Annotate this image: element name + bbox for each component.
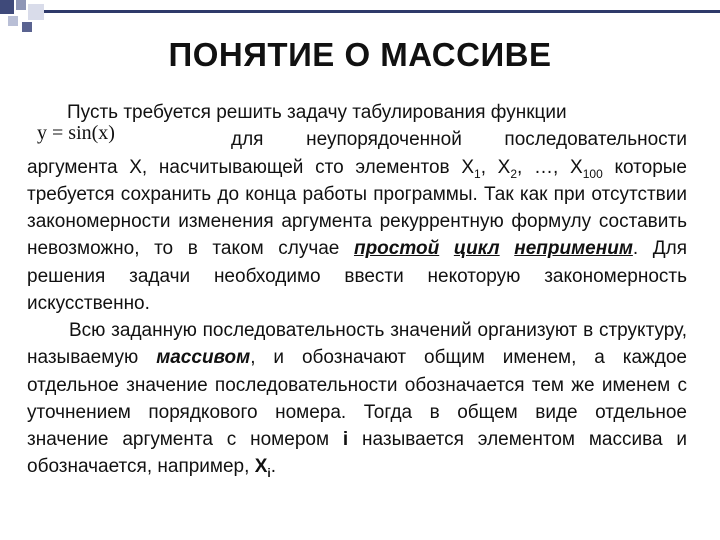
p1-sep2: , …, X [517, 156, 583, 178]
x-subscript: i [267, 466, 271, 481]
p2-text3: называется элементом массива и обозначается, например, [27, 429, 688, 478]
p1-line3: аргумента X, насчитывающей сто элементов X [27, 156, 474, 178]
paragraph-1 [27, 99, 687, 317]
decorative-squares [0, 0, 70, 40]
keyword-array: массивом [156, 347, 251, 369]
p1-line5: . Для решения задачи необходимо ввести некоторую закономерность искусственно. [27, 238, 687, 315]
slide-title: ПОНЯТИЕ О МАССИВЕ [168, 36, 552, 73]
formula: y = sin(x) [37, 122, 115, 144]
p2-text1: Всю заданную последовательность значений организуют в структуру, называемую [27, 320, 687, 369]
sub-2: 2 [510, 166, 518, 181]
sub-100: 100 [582, 166, 603, 181]
decor-square [28, 4, 44, 20]
x-letter: X [254, 456, 268, 478]
decor-square [0, 0, 14, 14]
decor-square [8, 16, 18, 26]
underlined-word-1: простой [353, 238, 440, 260]
underlined-word-2: цикл [453, 238, 500, 260]
element-x [254, 456, 271, 481]
p2-end: . [270, 456, 276, 478]
sub-1: 1 [474, 166, 481, 181]
underlined-word-3: неприменим [514, 238, 633, 260]
paragraph-2 [27, 317, 687, 481]
decor-square [22, 22, 32, 32]
index-i: i [342, 429, 349, 451]
p1-line2: для неупорядоченной последовательности [231, 129, 687, 151]
p2-text2: , и обозначают общим именем, а каждое отдельное значение последовательности обозначается тем же именем с уточнением порядкового номера. Тогда в общем виде отдельное значение аргумента с номером [27, 347, 687, 451]
p1-line1: Пусть требуется решить задачу табулирования функции [67, 102, 567, 123]
top-rule [44, 10, 720, 13]
p1-sep1: , X [480, 156, 511, 178]
p1-line4: которые требуется сохранить до конца работы программы. Так как при отсутствии закономерности изменения аргумента рекуррентную формулу составить невозможно, то в таком случае [27, 156, 687, 260]
decor-square [16, 0, 26, 10]
